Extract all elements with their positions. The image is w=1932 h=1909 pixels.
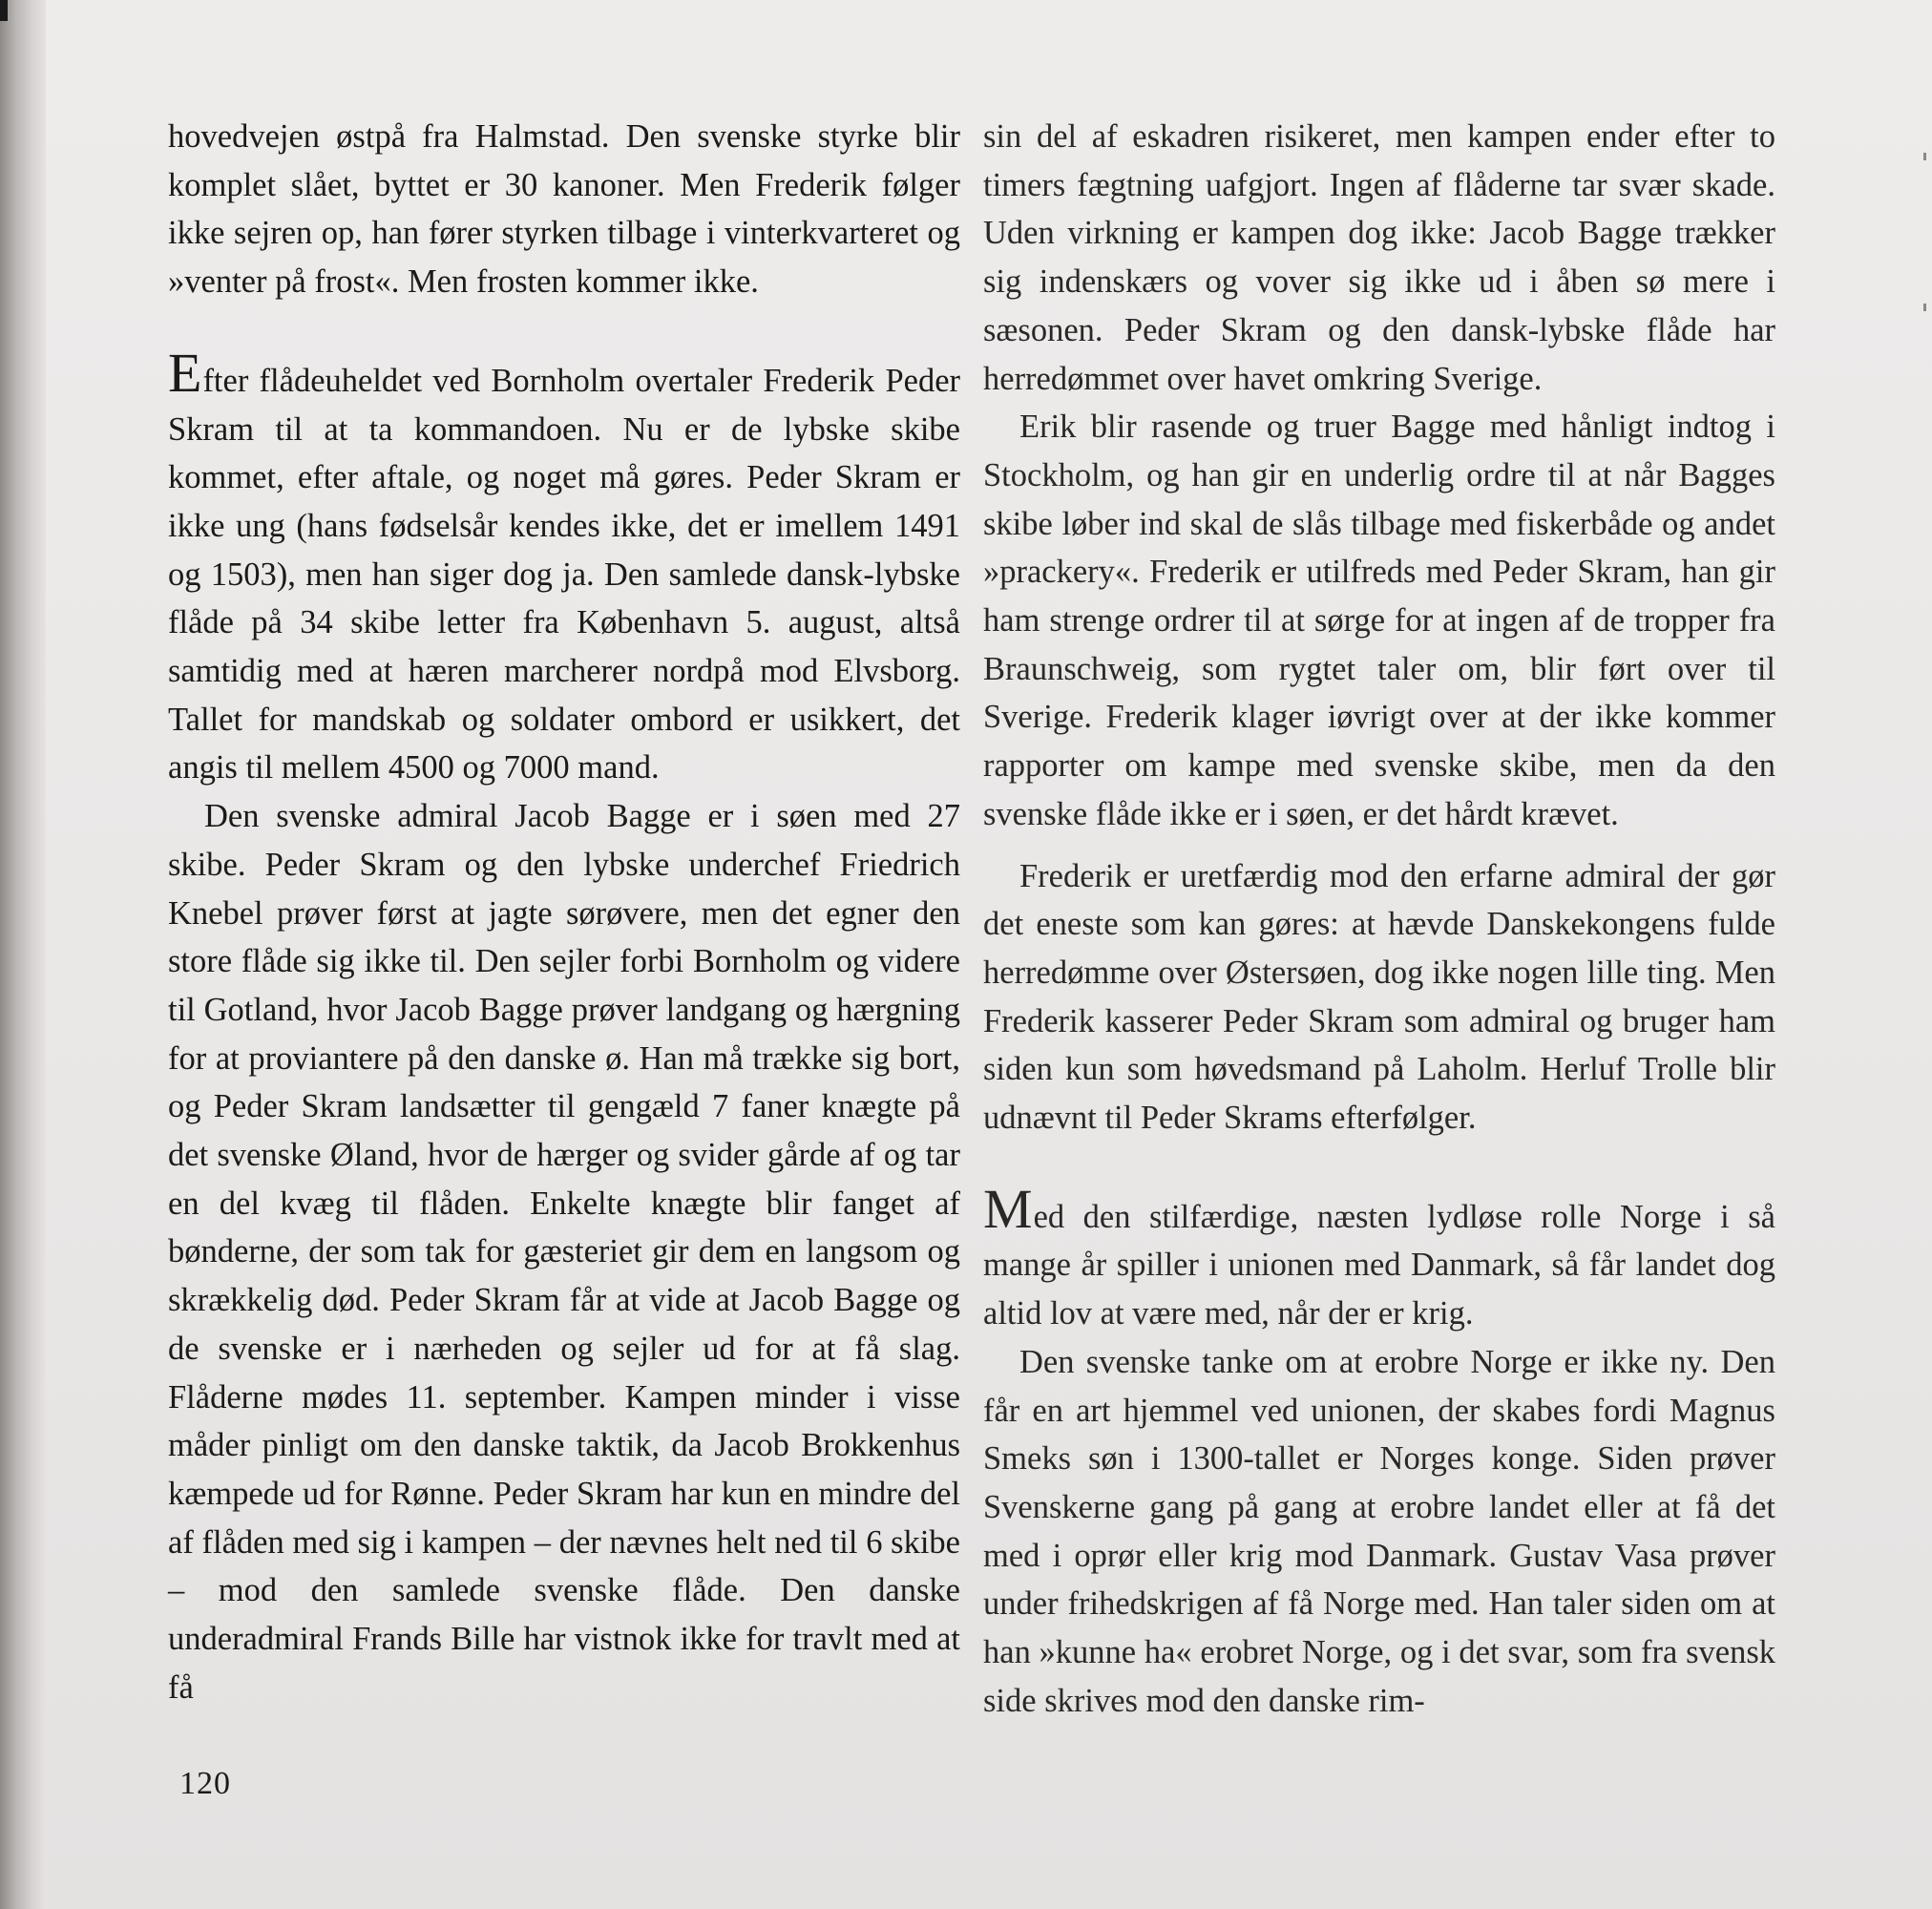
page-number: 120: [179, 1766, 231, 1801]
paragraph-text: fter flådeuheldet ved Bornholm overtaler Frederik Peder Skram til at ta kommandoen. Nu er de lybske skibe kommet, efter aftale, og noget må gøres. Peder Skram er ikke ung (hans fødselsår kendes ikke, det er imellem 1491 og 1503), men han siger dog ja. Den samlede dansk-lybske flåde på 34 skibe letter fra København 5. august, altså samtidig med at hæren marcherer nordpå mod Elvsborg. Tallet for mandskab og soldater ombord er usikkert, det angis til mellem 4500 og 7000 mand.: [168, 362, 960, 787]
paragraph: sin del af eskadren risikeret, men kampen ender efter to timers fægtning uafgjort. Ingen af flåderne tar svær skade. Uden virkning er kampen dog ikke: Jacob Bagge trækker sig indenskærs og vover sig ikke ud i åben sø mere i sæsonen. Peder Skram og den dansk-lybske flåde har herredømmet over havet omkring Sverige.: [983, 118, 1775, 397]
spine-mark: [0, 0, 8, 21]
initial-letter: E: [168, 341, 202, 404]
section-paragraph: [168, 341, 960, 792]
left-text-column: [168, 113, 960, 1712]
paragraph: Erik blir rasende og truer Bagge med hånligt indtog i Stockholm, og han gir en underlig ordre til at når Bagges skibe løber ind skal de slås tilbage med fiskerbåde og andet »prackery«. Frederik er utilfreds med Peder Skram, han gir ham strenge ordrer til at sørge for at ingen af de tropper fra Braunschweig, som rygtet taler om, blir ført over til Sverige. Frederik klager iøvrigt over at der ikke kommer rapporter om kampe med svenske skibe, men da den svenske flåde ikke er i søen, er det hårdt krævet.: [983, 409, 1775, 832]
initial-letter: M: [983, 1177, 1033, 1240]
paragraph: Den svenske tanke om at erobre Norge er ikke ny. Den får en art hjemmel ved unionen, der skabes fordi Magnus Smeks søn i 1300-tallet er Norges konge. Siden prøver Svenskerne gang på gang at erobre landet eller at få det med i oprør eller krig mod Danmark. Gustav Vasa prøver under frihedskrigen af få Norge med. Han taler siden om at han »kunne ha« erobret Norge, og i det svar, som fra svensk side skrives mod den danske rim-: [983, 1343, 1775, 1719]
page-edge-mark: [1923, 153, 1926, 160]
section-paragraph: [983, 1177, 1775, 1338]
page-edge-mark: [1923, 304, 1926, 311]
paragraph-text: ed den stilfærdige, næsten lydløse rolle Norge i så mange år spiller i unionen med Danmark, så får landet dog altid lov at være med, når der er krig.: [983, 1198, 1775, 1332]
paragraph: Den svenske admiral Jacob Bagge er i søen med 27 skibe. Peder Skram og den lybske underchef Friedrich Knebel prøver først at jagte sørøvere, men det egner den store flåde sig ikke til. Den sejler forbi Bornholm og videre til Gotland, hvor Jacob Bagge prøver landgang og hærgning for at proviantere på den danske ø. Han må trække sig bort, og Peder Skram landsætter til gengæld 7 faner knægte på det svenske Øland, hvor de hærger og svider gårde af og tar en del kvæg til flåden. Enkelte knægte blir fanget af bønderne, der som tak for gæsteriet gir dem en langsom og skrækkelig død. Peder Skram får at vide at Jacob Bagge og de svenske er i nærheden og sejler ud for at få slag. Flåderne mødes 11. september. Kampen minder i visse måder pinligt om den danske taktik, da Jacob Brokkenhus kæmpede ud for Rønne. Peder Skram har kun en mindre del af flåden med sig i kampen – der nævnes helt ned til 6 skibe – mod den samlede svenske flåde. Den danske underadmiral Frands Bille har vistnok ikke for travlt med at få: [168, 798, 960, 1706]
paragraph: Frederik er uretfærdig mod den erfarne admiral der gør det eneste som kan gøres: at hævde Danskekongens fulde herredømme over Østersøen, dog ikke nogen lille ting. Men Frederik kasserer Peder Skram som admiral og bruger ham siden kun som høvedsmand på Laholm. Herluf Trolle blir udnævnt til Peder Skrams efterfølger.: [983, 857, 1775, 1137]
book-spine-shadow: [0, 0, 46, 1909]
right-text-column: [983, 113, 1775, 1726]
paragraph: hovedvejen østpå fra Halmstad. Den svenske styrke blir komplet slået, byttet er 30 kanoner. Men Frederik følger ikke sejren op, han fører styrken tilbage i vinterkvarteret og »venter på frost«. Men frosten kommer ikke.: [168, 118, 960, 301]
